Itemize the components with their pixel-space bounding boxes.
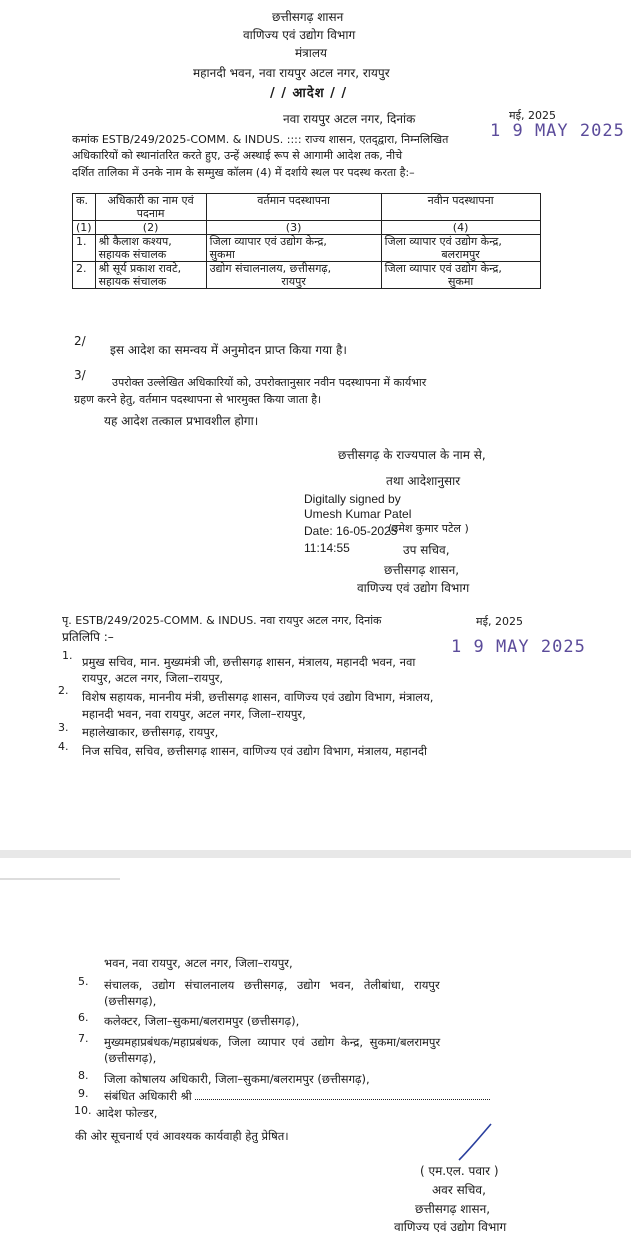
order-title: / / आदेश / / [270, 86, 348, 101]
new-line-2: सुकमा [447, 275, 474, 288]
endorsement-stamp: 1 9 MAY 2025 [451, 637, 586, 657]
copy-label: प्रतिलिपि :– [62, 630, 114, 644]
new-line-1: जिला व्यापार एवं उद्योग केन्द्र, [384, 262, 502, 275]
colnum-4: (4) [381, 221, 540, 235]
date-place: नवा रायपुर अटल नगर, दिनांक [283, 112, 416, 126]
page-2-top-strip [0, 878, 120, 880]
intro-line-3: दर्शित तालिका में उनके नाम के सम्मुख कॉलम (4) में दर्शाये स्थल पर पदस्थ करता है:– [72, 166, 415, 179]
para-2-number: 2/ [74, 334, 86, 348]
table-row [73, 262, 541, 289]
signatory-1-govt: छत्तीसगढ़ शासन, [384, 563, 460, 577]
signatory-2-dept: वाणिज्य एवं उद्योग विभाग [394, 1220, 507, 1234]
row-serial: 1. [73, 235, 96, 262]
list-item: आदेश फोल्डर, [96, 1106, 158, 1120]
col-header-current: वर्तमान पदस्थापना [206, 194, 381, 221]
new-line-2: बलरामपुर [441, 248, 480, 261]
officer-designation: सहायक संचालक [98, 275, 167, 288]
para-3-line-2: ग्रहण करने हेतु, वर्तमान पदस्थापना से भारमुक्त किया जाता है। [74, 393, 322, 406]
current-line-2: सुकमा [209, 248, 235, 261]
closing-line: की ओर सूचनार्थ एवं आवश्यक कार्यवाही हेतु प्रेषित। [75, 1129, 289, 1143]
header-govt: छत्तीसगढ़ शासन [272, 10, 344, 24]
governor-line-1: छत्तीसगढ़ के राज्यपाल के नाम से, [338, 448, 486, 462]
transfer-table [72, 193, 541, 289]
list-item: विशेष सहायक, माननीय मंत्री, छत्तीसगढ़ शासन, वाणिज्य एवं उद्योग विभाग, मंत्रालय, [82, 690, 434, 704]
digital-signature-line-1: Digitally signed by [304, 492, 401, 506]
list-item: जिला कोषालय अधिकारी, जिला–सुकमा/बलरामपुर (छत्तीसगढ़), [104, 1072, 370, 1086]
list-item-number: 9. [78, 1087, 89, 1100]
handwritten-signature [455, 1120, 495, 1164]
list-item-cont: भवन, नवा रायपुर, अटल नगर, जिला–रायपुर, [104, 956, 293, 970]
digital-signature-line-3: Date: 16-05-2025 [304, 524, 398, 538]
list-item-cont: रायपुर, अटल नगर, जिला–रायपुर, [82, 671, 224, 685]
list-item: निज सचिव, सचिव, छत्तीसगढ़ शासन, वाणिज्य एवं उद्योग विभाग, मंत्रालय, महानदी [82, 744, 427, 758]
row-current-posting [206, 262, 381, 289]
table-row [73, 235, 541, 262]
endorsement-month: मई, 2025 [476, 615, 523, 628]
colnum-2: (2) [95, 221, 206, 235]
colnum-1: (1) [73, 221, 96, 235]
list-item-cont: (छत्तीसगढ़), [104, 994, 157, 1008]
table-header-row [73, 194, 541, 221]
para-3-number: 3/ [74, 368, 86, 382]
row-serial: 2. [73, 262, 96, 289]
signatory-1-name: (उमेश कुमार पटेल ) [388, 522, 469, 535]
list-item [104, 1088, 490, 1104]
list-item: प्रमुख सचिव, मान. मुख्यमंत्री जी, छत्तीसगढ़ शासन, मंत्रालय, महानदी भवन, नवा [82, 655, 416, 669]
row-current-posting [206, 235, 381, 262]
governor-line-2: तथा आदेशानुसार [386, 474, 461, 488]
officer-designation: सहायक संचालक [98, 248, 167, 261]
list-item-number: 7. [78, 1032, 89, 1045]
list-item: मुख्यमहाप्रबंधक/महाप्रबंधक, जिला व्यापार एवं उद्योग केन्द्र, सुकमा/बलरामपुर [104, 1035, 441, 1049]
digital-signature-line-2: Umesh Kumar Patel [304, 507, 412, 521]
table-colnum-row [73, 221, 541, 235]
current-line-2: रायपुर [281, 275, 306, 288]
date-stamp: 1 9 MAY 2025 [490, 121, 625, 141]
officer-name: श्री सूर्य प्रकाश रावटे, [98, 262, 182, 275]
list-item-number: 4. [58, 740, 69, 753]
row-officer [95, 235, 206, 262]
page-separator [0, 850, 631, 858]
related-officer-label: संबंधित अधिकारी श्री [104, 1089, 192, 1103]
intro-line-1: कमांक ESTB/249/2025-COMM. & INDUS. :::: राज्य शासन, एतद्‌द्वारा, निम्नलिखित [72, 133, 449, 146]
list-item: महालेखाकार, छत्तीसगढ़, रायपुर, [82, 725, 219, 739]
header-dept: वाणिज्य एवं उद्योग विभाग [243, 28, 356, 42]
list-item: संचालक, उद्योग संचालनालय छत्तीसगढ़, उद्योग भवन, तेलीबांधा, रायपुर [104, 978, 440, 992]
row-new-posting [381, 262, 540, 289]
list-item-number: 6. [78, 1011, 89, 1024]
list-item-number: 10. [74, 1104, 92, 1117]
effective-statement: यह आदेश तत्काल प्रभावशील होगा। [104, 414, 259, 428]
current-line-1: जिला व्यापार एवं उद्योग केन्द्र, [209, 235, 327, 248]
col-header-new: नवीन पदस्थापना [381, 194, 540, 221]
blank-fill-line [195, 1089, 490, 1100]
new-line-1: जिला व्यापार एवं उद्योग केन्द्र, [384, 235, 502, 248]
list-item-number: 8. [78, 1069, 89, 1082]
row-new-posting [381, 235, 540, 262]
list-item-number: 3. [58, 721, 69, 734]
col-header-name: अधिकारी का नाम एवं पदनाम [95, 194, 206, 221]
endorsement-line: पृ. ESTB/249/2025-COMM. & INDUS. नवा रायपुर अटल नगर, दिनांक [62, 614, 382, 627]
row-officer [95, 262, 206, 289]
signatory-2-govt: छत्तीसगढ़ शासन, [415, 1202, 491, 1216]
para-2-text: इस आदेश का समन्वय में अनुमोदन प्राप्त किया गया है। [110, 343, 347, 357]
page-2 [0, 858, 631, 1248]
colnum-3: (3) [206, 221, 381, 235]
officer-name: श्री कैलाश कश्यप, [98, 235, 172, 248]
header-address: महानदी भवन, नवा रायपुर अटल नगर, रायपुर [193, 66, 390, 80]
signatory-2-designation: अवर सचिव, [432, 1183, 486, 1197]
current-line-1: उद्योग संचालनालय, छत्तीसगढ़, [209, 262, 332, 275]
list-item: कलेक्टर, जिला–सुकमा/बलरामपुर (छत्तीसगढ़), [104, 1014, 300, 1028]
list-item-cont: (छत्तीसगढ़), [104, 1051, 157, 1065]
col-header-serial: क. [73, 194, 96, 221]
signatory-1-designation: उप सचिव, [403, 543, 450, 557]
para-3-line-1: उपरोक्त उल्लेखित अधिकारियों को, उपरोक्तानुसार नवीन पदस्थापना में कार्यभार [112, 376, 427, 389]
signatory-2-name: ( एम.एल. पवार ) [420, 1164, 499, 1178]
intro-line-2: अधिकारियों को स्थानांतरित करते हुए, उन्हें अस्थाई रूप से आगामी आदेश तक, नीचे [72, 149, 403, 162]
signatory-1-dept: वाणिज्य एवं उद्योग विभाग [357, 581, 470, 595]
digital-signature-line-4: 11:14:55 [304, 541, 350, 555]
list-item-number: 5. [78, 975, 89, 988]
list-item-number: 1. [62, 649, 73, 662]
date-month: मई, 2025 [509, 109, 556, 122]
header-ministry: मंत्रालय [295, 46, 328, 60]
list-item-number: 2. [58, 684, 69, 697]
list-item-cont: महानदी भवन, नवा रायपुर, अटल नगर, जिला–रायपुर, [82, 707, 306, 721]
